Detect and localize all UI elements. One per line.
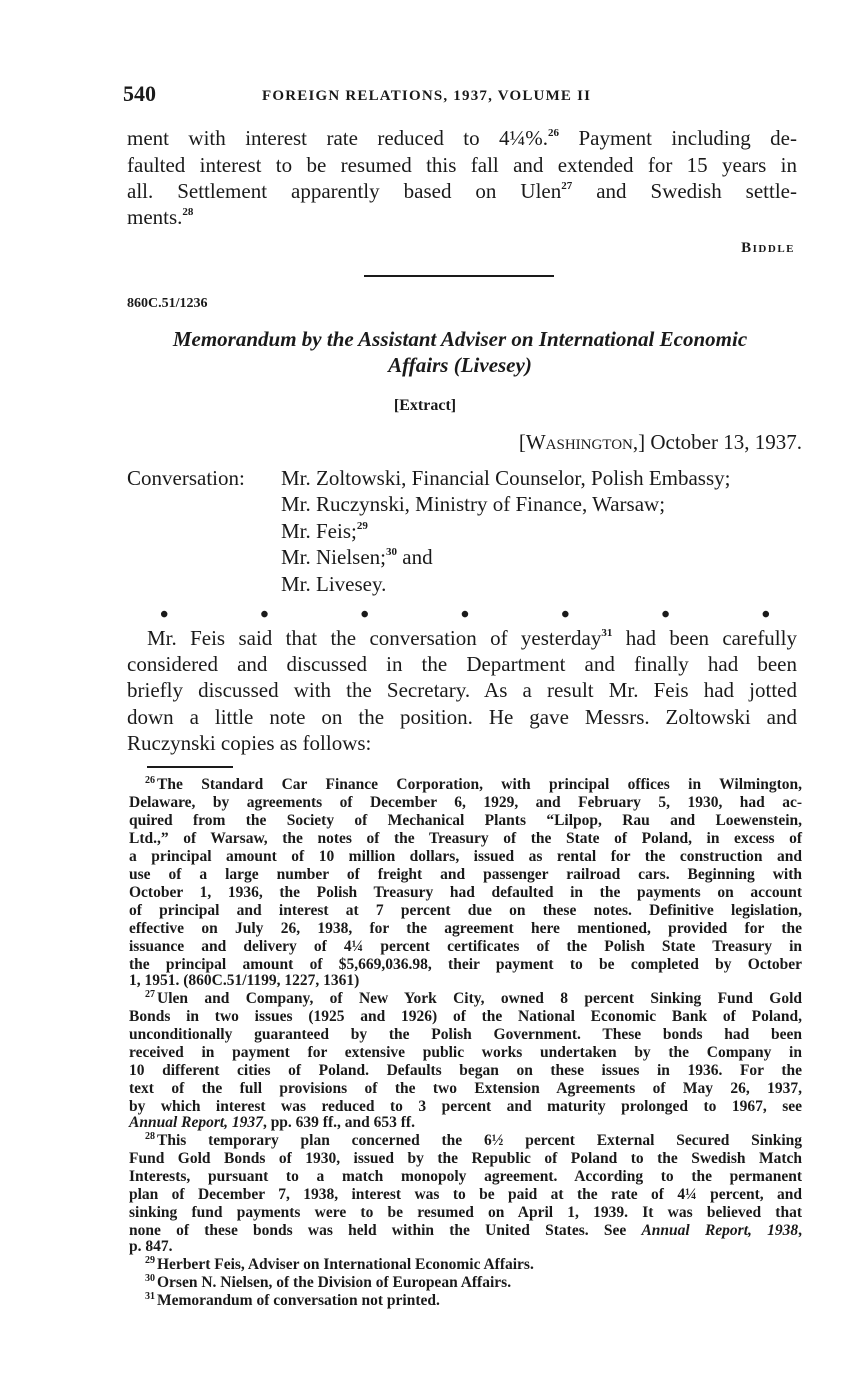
carryover-line: ment with interest rate reduced to 4¼%.$^{26}$ Payment including de-	[127, 126, 797, 150]
footnote-30: $^{30}$ Orsen N. Nielsen, of the Division of European Affairs.	[145, 1273, 512, 1291]
footnote-ref[interactable]: 26	[548, 127, 560, 139]
participant: Mr. Nielsen;$^{30}$ and	[281, 545, 433, 569]
footnote-line: quired from the Society of Mechanical Plants “Lilpop, Rau and Loewenstein,	[129, 812, 802, 829]
participant: Mr. Feis;$^{29}$	[281, 519, 368, 543]
participant: Mr. Ruczynski, Ministry of Finance, Warsaw;	[281, 492, 666, 516]
footnote-line: text of the full provisions of the two Extension Agreements of May 26, 1937,	[129, 1080, 802, 1097]
footnote-ref[interactable]: 29	[356, 520, 368, 532]
footnote-line: October 1, 1936, the Polish Treasury had defaulted in the payments on account	[129, 884, 802, 901]
footnote-mark: 31	[145, 1291, 155, 1302]
footnote-divider	[147, 766, 233, 768]
paragraph-line: briefly discussed with the Secretary. As a result Mr. Feis had jotted	[127, 678, 797, 702]
paragraph-line: Mr. Feis said that the conversation of yesterday$^{31}$ had been carefully	[147, 626, 797, 650]
footnote-line: by which interest was reduced to 3 percent and maturity prolonged to 1967, see	[129, 1098, 802, 1115]
footnote-line: the principal amount of $5,669,036.98, their payment to be completed by October	[129, 956, 802, 973]
footnote-mark: 27	[145, 989, 155, 1000]
footnote-mark: 26	[145, 775, 155, 786]
footnote-line: 10 different cities of Poland. Defaults began on these issues in 1936. For the	[129, 1062, 802, 1079]
document-title: Memorandum by the Assistant Adviser on International Economic	[172, 327, 748, 351]
extract-label: [Extract]	[393, 397, 457, 414]
footnote-27: $^{27}$ Ulen and Company, of New York City, owned 8 percent Sinking Fund Gold	[145, 989, 802, 1007]
section-divider	[364, 275, 554, 277]
footnote-ref[interactable]: 27	[561, 180, 573, 192]
footnote-line: issuance and delivery of 4¼ percent certificates of the Polish State Treasury in	[129, 938, 802, 955]
ellipsis-dot: •	[561, 602, 570, 628]
participant: Mr. Zoltowski, Financial Counselor, Polish Embassy;	[281, 466, 731, 490]
publication-title: Annual Report, 1937	[129, 1114, 263, 1131]
footnote-31: $^{31}$ Memorandum of conversation not printed.	[145, 1291, 440, 1309]
ellipsis-dot: •	[260, 602, 269, 628]
footnote-line: none of these bonds was held within the United States. See Annual Report, 1938,	[129, 1222, 802, 1239]
footnote-ref[interactable]: 28	[182, 206, 194, 218]
ellipsis-row	[160, 602, 770, 629]
footnote-line: Fund Gold Bonds of 1930, issued by the Republic of Poland to the Swedish Match	[129, 1150, 802, 1167]
footnote-28: $^{28}$ This temporary plan concerned the 6½ percent External Secured Sinking	[145, 1131, 802, 1149]
footnote-line: plan of December 7, 1938, interest was to be paid at the rate of 4¼ percent, and	[129, 1186, 802, 1203]
footnote-ref[interactable]: 30	[386, 546, 397, 558]
footnote-line: Annual Report, 1937, pp. 639 ff., and 653 ff.	[129, 1114, 415, 1131]
footnote-mark: 29	[145, 1255, 155, 1266]
footnote-line: a principal amount of 10 million dollars, issued as rental for the construction and	[129, 848, 802, 865]
signature: Biddle	[741, 240, 795, 256]
footnote-line: Bonds in two issues (1925 and 1926) of the National Economic Bank of Poland,	[129, 1008, 802, 1025]
footnote-line: sinking fund payments were to be resumed on April 1, 1939. It was believed that	[129, 1204, 802, 1221]
ellipsis-dot: •	[360, 602, 369, 628]
carryover-line: faulted interest to be resumed this fall and extended for 15 years in	[127, 153, 797, 177]
footnote-line: Delaware, by agreements of December 6, 1929, and February 5, 1930, had ac-	[129, 794, 802, 811]
footnote-line: 1, 1951. (860C.51/1199, 1227, 1361)	[129, 972, 360, 989]
conversation-label: Conversation:	[127, 466, 245, 490]
footnote-line: of principal and interest at 7 percent due on these notes. Definitive legislation,	[129, 902, 802, 919]
footnote-mark: 30	[145, 1273, 155, 1284]
ellipsis-dot: •	[661, 602, 670, 628]
paragraph-line: considered and discussed in the Department and finally had been	[127, 652, 797, 676]
footnote-line: use of a large number of freight and passenger railroad cars. Beginning with	[129, 866, 802, 883]
carryover-line: all. Settlement apparently based on Ulen$^{27}$ and Swedish settle-	[127, 179, 797, 203]
footnote-line: Ltd.,” of Warsaw, the notes of the Treasury of the State of Poland, in excess of	[129, 830, 802, 847]
footnote-line: effective on July 26, 1938, for the agreement here mentioned, provided for the	[129, 920, 802, 937]
carryover-line: ments.$^{28}$	[127, 205, 194, 229]
footnote-line: received in payment for extensive public works undertaken by the Company in	[129, 1044, 802, 1061]
paragraph-line: Ruczynski copies as follows:	[127, 731, 372, 755]
dateline: [Washington,] October 13, 1937.	[518, 430, 802, 454]
footnote-line: unconditionally guaranteed by the Polish Government. These bonds had been	[129, 1026, 802, 1043]
footnote-line: Interests, pursuant to a match monopoly agreement. According to the permanent	[129, 1168, 802, 1185]
publication-title: Annual Report, 1938	[641, 1222, 799, 1239]
file-number: 860C.51/1236	[127, 296, 208, 311]
page-number: 540	[123, 81, 156, 106]
footnote-mark: 28	[145, 1131, 155, 1142]
ellipsis-dot: •	[761, 602, 770, 628]
footnote-ref[interactable]: 31	[601, 627, 613, 639]
paragraph-line: down a little note on the position. He gave Messrs. Zoltowski and	[127, 705, 797, 729]
participant: Mr. Livesey.	[281, 572, 387, 596]
footnote-26: $^{26}$ The Standard Car Finance Corporation, with principal offices in Wilmington,	[145, 775, 802, 793]
ellipsis-dot: •	[460, 602, 470, 628]
ellipsis-dot: •	[160, 602, 169, 628]
footnote-line: p. 847.	[129, 1238, 173, 1255]
running-title: FOREIGN RELATIONS, 1937, VOLUME II	[262, 88, 592, 104]
footnote-29: $^{29}$ Herbert Feis, Adviser on International Economic Affairs.	[145, 1255, 534, 1273]
document-title-cont: Affairs (Livesey)	[388, 353, 532, 377]
